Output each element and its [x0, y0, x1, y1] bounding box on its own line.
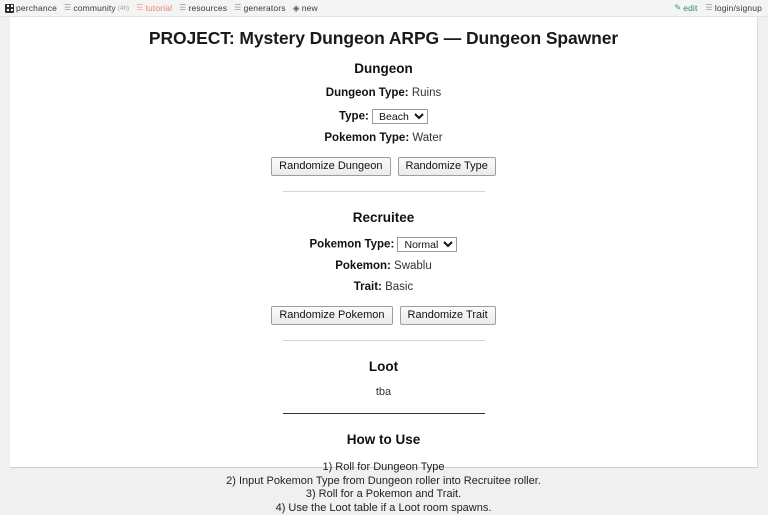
dungeon-pokemon-type-value: Water [412, 132, 442, 144]
nav-item-resources[interactable] [179, 3, 227, 13]
nav-item-community-label: community [73, 3, 115, 13]
nav-item-login-signup-label: login/signup [715, 3, 762, 13]
dungeon-pokemon-type-row [10, 133, 757, 145]
page-title: PROJECT: Mystery Dungeon ARPG — Dungeon Spawner [10, 17, 757, 49]
dungeon-button-row [10, 157, 757, 176]
pencil-icon: ✎ [674, 4, 681, 12]
recruitee-pokemon-type-row [10, 237, 757, 252]
nav-item-tutorial[interactable] [136, 3, 172, 13]
randomize-type-button[interactable]: Randomize Type [398, 157, 496, 176]
nav-item-edit-label: edit [683, 3, 697, 13]
dungeon-type-value: Ruins [412, 87, 441, 99]
book-icon: ☰ [179, 4, 186, 12]
randomize-dungeon-button[interactable]: Randomize Dungeon [271, 157, 390, 176]
dungeon-type-select[interactable] [372, 109, 428, 124]
dungeon-type-row [10, 88, 757, 100]
recruitee-pokemon-label: Pokemon: [335, 260, 391, 272]
howto-step: 4) Use the Loot table if a Loot room spawns. [10, 502, 757, 515]
content-card [10, 17, 758, 468]
nav-item-generators[interactable] [234, 3, 285, 13]
navbar-right-group [674, 3, 768, 13]
recruitee-section [10, 210, 757, 325]
loot-heading: Loot [10, 359, 757, 374]
book-icon: ☰ [234, 4, 241, 12]
howto-heading: How to Use [10, 432, 757, 447]
type-label: Type: [339, 110, 369, 122]
book-icon: ☰ [64, 4, 71, 12]
recruitee-trait-value: Basic [385, 281, 413, 293]
dungeon-type-select-row [10, 109, 757, 124]
randomize-trait-button[interactable]: Randomize Trait [400, 306, 496, 325]
navbar-left-group [0, 3, 318, 13]
howto-section [10, 432, 757, 515]
loot-value: tba [10, 386, 757, 398]
nav-item-perchance[interactable] [5, 3, 57, 13]
recruitee-pokemon-value: Swablu [394, 260, 432, 272]
nav-item-new[interactable] [293, 3, 318, 13]
nav-item-edit[interactable] [674, 3, 697, 13]
dungeon-type-label: Dungeon Type: [326, 87, 409, 99]
recruitee-pokemon-type-label: Pokemon Type: [310, 239, 395, 251]
howto-step: 2) Input Pokemon Type from Dungeon roller into Recruitee roller. [10, 475, 757, 489]
perchance-logo-icon [5, 4, 14, 13]
howto-step: 1) Roll for Dungeon Type [10, 461, 757, 475]
recruitee-button-row [10, 306, 757, 325]
book-icon: ☰ [136, 4, 143, 12]
loot-section [10, 359, 757, 398]
howto-step: 3) Roll for a Pokemon and Trait. [10, 488, 757, 502]
randomize-pokemon-button[interactable]: Randomize Pokemon [271, 306, 392, 325]
recruitee-trait-row [10, 282, 757, 294]
dungeon-pokemon-type-label: Pokemon Type: [324, 132, 409, 144]
dungeon-section [10, 61, 757, 176]
nav-item-tutorial-label: tutorial [145, 3, 172, 13]
nav-item-community-badge: (4h) [118, 6, 129, 12]
recruitee-trait-label: Trait: [354, 281, 382, 293]
recruitee-pokemon-row [10, 261, 757, 273]
top-navbar [0, 0, 768, 17]
nav-item-login-signup[interactable] [706, 3, 763, 13]
howto-steps [10, 461, 757, 515]
dungeon-heading: Dungeon [10, 61, 757, 76]
globe-icon: ◈ [293, 4, 300, 13]
recruitee-heading: Recruitee [10, 210, 757, 225]
nav-item-new-label: new [302, 3, 318, 13]
nav-item-resources-label: resources [188, 3, 227, 13]
nav-item-community[interactable] [64, 3, 129, 13]
nav-item-perchance-label: perchance [16, 3, 57, 13]
nav-item-generators-label: generators [243, 3, 285, 13]
recruitee-pokemon-type-select[interactable] [397, 237, 457, 252]
person-icon: ☰ [706, 4, 713, 12]
